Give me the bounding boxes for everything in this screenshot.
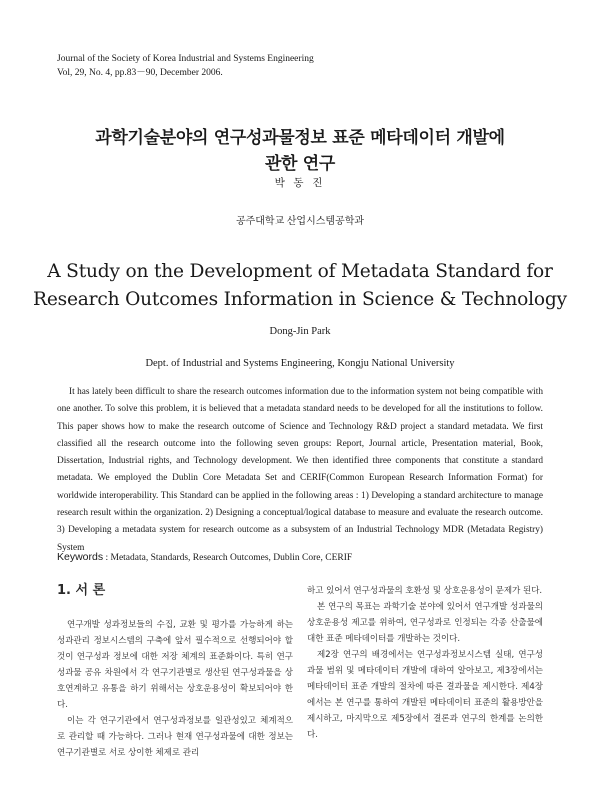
abstract: It has lately been difficult to share the research outcomes information due to the information system not being compatible with one another. To solve this problem, it is believed that a metadata standard needs to be developed for all the institutions to follow. This paper shows how to make the research outcome of Science and Technology R&D project a standard metadata. We first classified all the research outcome into the following seven groups: Report, Journal article, Presentation material, Book, Dissertation, Industrial rights, and Technology development. We then identified three components that constitute a standard metadata. We employed the Dublin Core Metadata Set and CERIF(Common European Research Information Format) for worldwide interoperability. This Standard can be applied in the following areas : 1) Developing a standard architecture to manage research result within the organization. 2) Designing a conceptual/logical database to measure and evaluate the research outcome. 3) Developing a metadata system for research outcome as a subsystem of an Industrial Technology MDR (Metadata Registry) System (57, 387, 543, 553)
english-title (0, 258, 600, 314)
body-column-right (307, 583, 543, 743)
paragraph: 제2장 연구의 배경에서는 연구성과정보시스템 실태, 연구성과물 범위 및 메타데이터 개발에 대하여 알아보고, 제3장에서는 메타데이터 표준 개발의 절차에 따른 결과물을 제시한다. 제4장에서는 본 연구를 통하여 개발된 메타데이터 표준의 활용방안을 제시하고, 마지막으로 제5장에서 결론과 연구의 한계를 논의한다. (307, 650, 543, 740)
english-title-line1: A Study on the Development of Metadata Standard for (47, 261, 553, 282)
english-author: Dong-Jin Park (269, 326, 331, 337)
paragraph: 본 연구의 목표는 과학기술 분야에 있어서 연구개발 성과물의 상호운용성 제고를 위하여, 연구성과로 인정되는 각종 산출물에 대한 표준 메타데이터를 개발하는 것이다. (307, 602, 543, 644)
keywords-values: Metadata, Standards, Research Outcomes, Dublin Core, CERIF (110, 553, 353, 563)
paragraph: 연구개발 성과정보들의 수집, 교환 및 평가를 가능하게 하는 성과관리 정보시스템의 구축에 앞서 필수적으로 선행되어야 할 것이 연구성과 정보에 대한 저장 체계의 표준화이다. 특히 연구성과물 공유 차원에서 각 연구기관별로 생산된 연구성과물을 상호연계하고 유통을 하기 위해서는 상호운용성이 확보되어야 한다. (57, 620, 293, 710)
english-affiliation: Dept. of Industrial and Systems Engineering, Kongju National University (145, 358, 455, 369)
keywords-separator: : (103, 553, 111, 563)
journal-info (57, 52, 314, 80)
english-title-line2: Research Outcomes Information in Science & Technology (33, 289, 567, 310)
paragraph: 하고 있어서 연구성과물의 호환성 및 상호운용성이 문제가 된다. (307, 586, 543, 596)
keywords-label: Keywords (57, 551, 104, 563)
korean-title-line1: 과학기술분야의 연구성과물정보 표준 메타데이터 개발에 (95, 128, 505, 148)
body-column-left (57, 583, 293, 761)
korean-title (0, 125, 600, 177)
korean-title-line2: 관한 연구 (264, 154, 336, 174)
keywords (57, 551, 543, 563)
journal-name: Journal of the Society of Korea Industrial and Systems Engineering (57, 54, 314, 64)
korean-affiliation: 공주대학교 산업시스템공학과 (235, 216, 365, 227)
korean-author: 박 동 진 (274, 178, 326, 189)
journal-volume: Vol, 29, No. 4, pp.83－90, December 2006. (57, 68, 223, 78)
paragraph: 이는 각 연구기관에서 연구성과정보를 일관성있고 체계적으로 관리할 때 가능하다. 그러나 현재 연구성과물에 대한 정보는 연구기관별로 서로 상이한 체제로 관리 (57, 716, 293, 758)
section-heading: 1. 서 론 (57, 583, 106, 598)
